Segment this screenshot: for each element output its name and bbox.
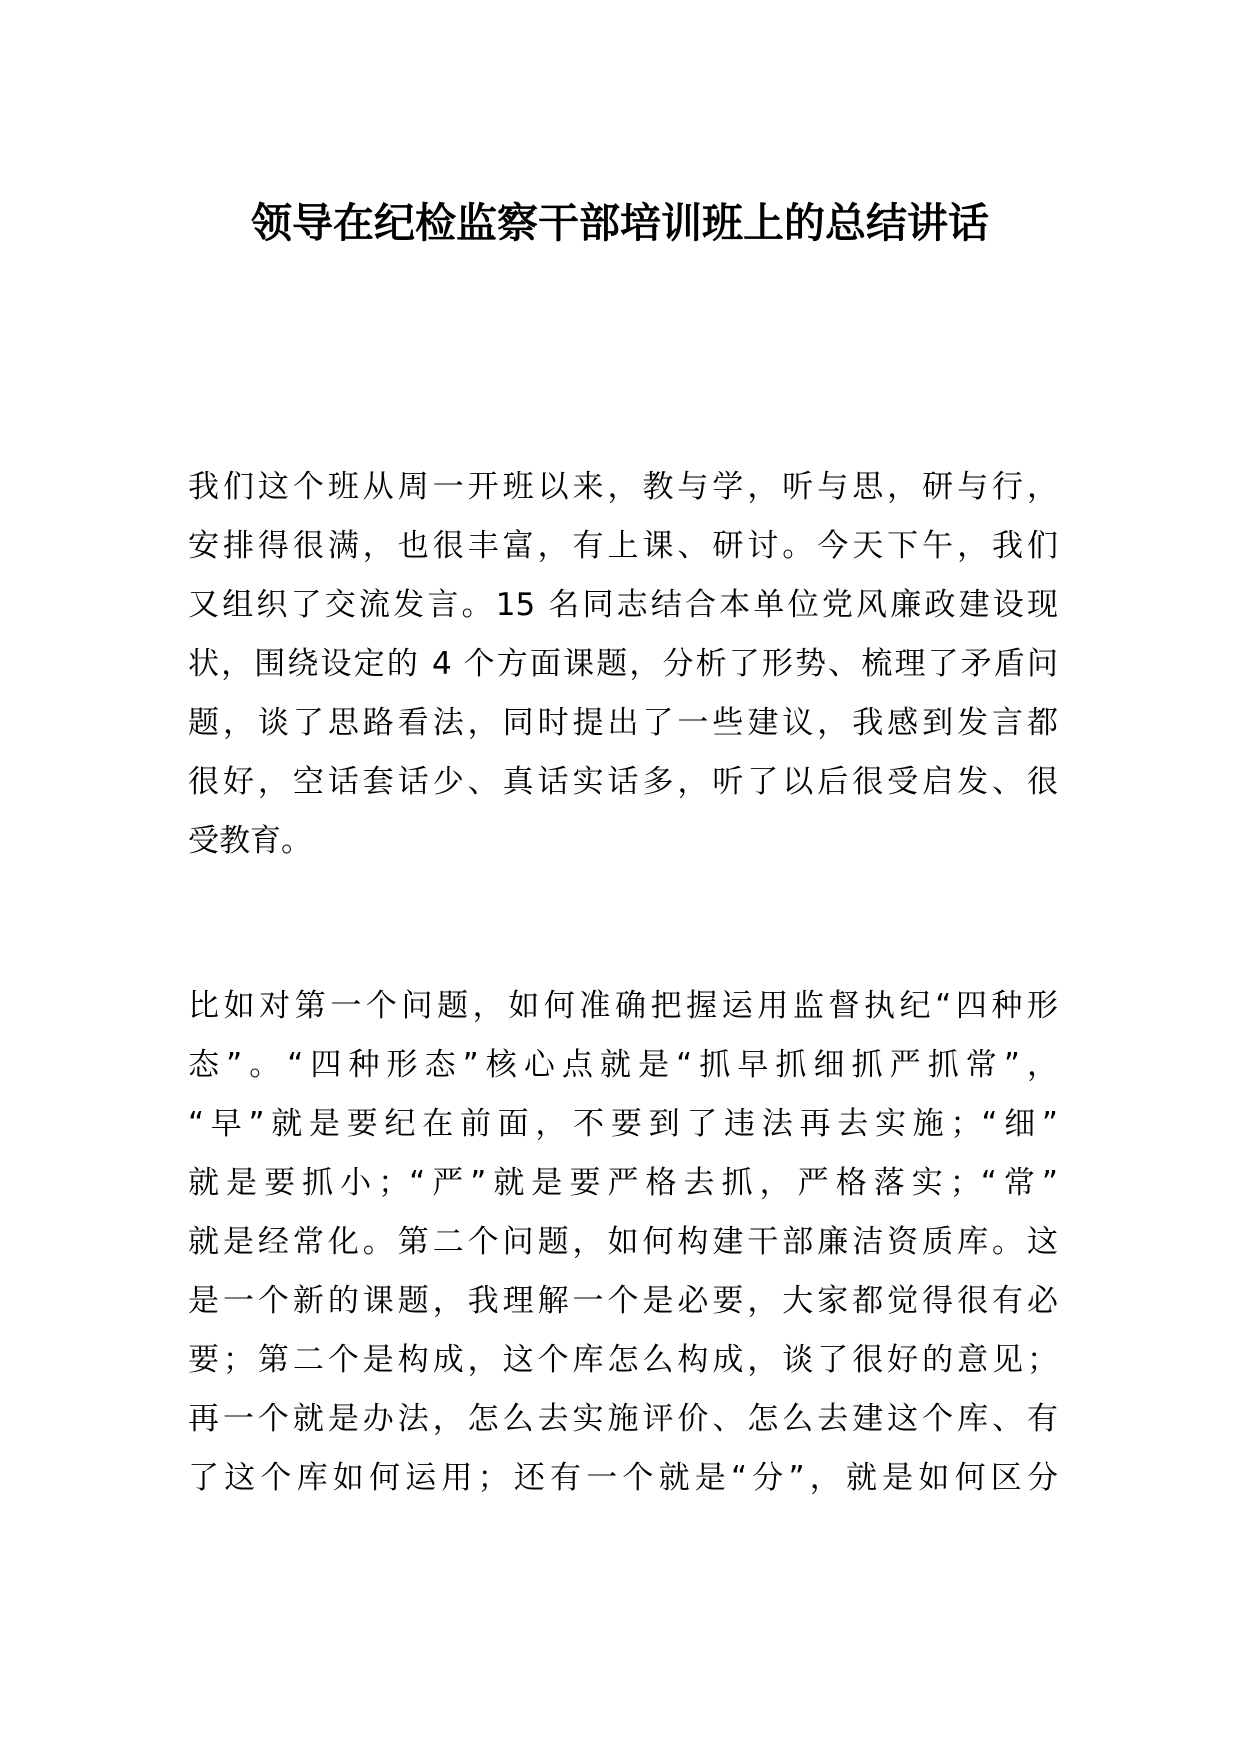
paragraph-line: 我们这个班从周一开班以来，教与学，听与思，研与行， — [188, 469, 1058, 505]
paragraph-line: 再一个就是办法，怎么去实施评价、怎么去建这个库、有 — [188, 1401, 1058, 1437]
document-title: 领导在纪检监察干部培训班上的总结讲话 — [251, 199, 989, 247]
paragraph-line: 就是要抓小；“严”就是要严格去抓，严格落实；“常” — [188, 1165, 1058, 1201]
paragraph-line: 很好，空话套话少、真话实话多，听了以后很受启发、很 — [188, 764, 1058, 800]
paragraph-line: 了这个库如何运用；还有一个就是“分”，就是如何区分 — [188, 1460, 1058, 1496]
paragraph-line: 又组织了交流发言。15 名同志结合本单位党风廉政建设现 — [188, 587, 1058, 623]
paragraph-line: “早”就是要纪在前面，不要到了违法再去实施；“细” — [188, 1106, 1058, 1142]
paragraph-line: 是一个新的课题，我理解一个是必要，大家都觉得很有必 — [188, 1283, 1058, 1319]
paragraph-line: 要；第二个是构成，这个库怎么构成，谈了很好的意见； — [188, 1342, 1058, 1378]
paragraph-1 — [188, 458, 1058, 871]
paragraph-line: 比如对第一个问题，如何准确把握运用监督执纪“四种形 — [188, 988, 1058, 1024]
paragraph-2 — [188, 977, 1058, 1508]
paragraph-line: 受教育。 — [188, 823, 312, 859]
paragraph-line: 就是经常化。第二个问题，如何构建干部廉洁资质库。这 — [188, 1224, 1058, 1260]
paragraph-line: 状，围绕设定的 4 个方面课题，分析了形势、梳理了矛盾问 — [188, 646, 1058, 682]
paragraph-line: 题，谈了思路看法，同时提出了一些建议，我感到发言都 — [188, 705, 1058, 741]
paragraph-line: 态”。“四种形态”核心点就是“抓早抓细抓严抓常”， — [188, 1047, 1058, 1083]
paragraph-line: 安排得很满，也很丰富，有上课、研讨。今天下午，我们 — [188, 528, 1058, 564]
